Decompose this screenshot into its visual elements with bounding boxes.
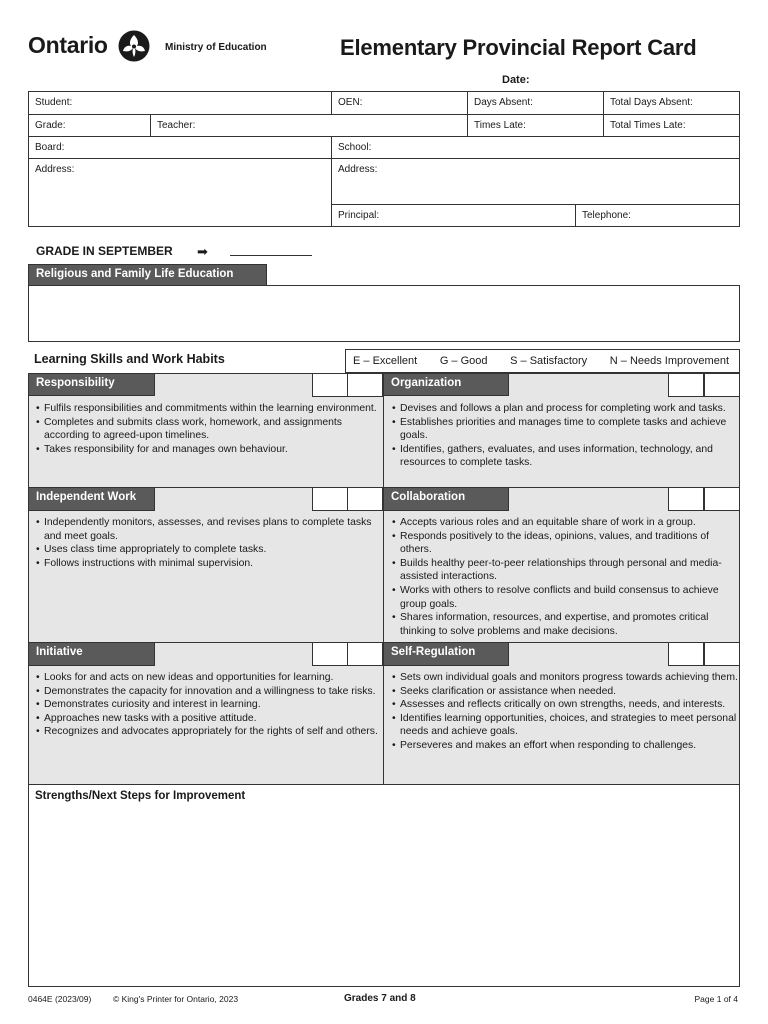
list-item: • Establishes priorities and manages time to complete tasks and achieve goals. — [388, 416, 733, 443]
copyright: © King's Printer for Ontario, 2023 — [113, 994, 239, 1004]
student-label: Student: — [35, 97, 73, 108]
list-item: • Devises and follows a plan and process for completing work and tasks. — [388, 402, 733, 416]
independent-work-mark-2[interactable] — [347, 487, 383, 511]
principal-label: Principal: — [338, 210, 380, 221]
school-address-field[interactable] — [331, 158, 740, 205]
responsibility-mark-2[interactable] — [347, 373, 383, 397]
form-code: 0464E (2023/09) — [28, 994, 92, 1004]
organization-mark-1[interactable] — [668, 373, 704, 397]
oen-label: OEN: — [338, 97, 363, 108]
days-absent-label: Days Absent: — [474, 97, 533, 108]
list-item: • Responds positively to the ideas, opinions, values, and traditions of others. — [388, 530, 738, 557]
legend-good: G – Good — [439, 355, 488, 367]
collaboration-mark-1[interactable] — [668, 487, 704, 511]
list-item: • Identifies, gathers, evaluates, and uses information, technology, and resources to complete tasks. — [388, 443, 733, 470]
self-regulation-header: Self-Regulation — [383, 642, 509, 666]
responsibility-mark-1[interactable] — [312, 373, 348, 397]
principal-field[interactable] — [331, 204, 576, 227]
list-item: • Works with others to resolve conflicts and build consensus to achieve group goals. — [388, 584, 738, 611]
organization-list — [388, 402, 733, 470]
list-item: • Assesses and reflects critically on own strengths, needs, and interests. — [388, 698, 738, 712]
total-days-absent-field[interactable] — [603, 91, 740, 115]
total-times-late-label: Total Times Late: — [610, 120, 686, 131]
list-item: • Seeks clarification or assistance when needed. — [388, 685, 738, 699]
independent-work-header: Independent Work — [28, 487, 155, 511]
total-times-late-field[interactable] — [603, 114, 740, 137]
initiative-mark-1[interactable] — [312, 642, 348, 666]
school-field[interactable] — [331, 136, 740, 159]
list-item: • Fulfils responsibilities and commitments within the learning environment. — [32, 402, 377, 416]
learning-skills-title: Learning Skills and Work Habits — [34, 352, 225, 366]
total-days-absent-label: Total Days Absent: — [610, 97, 693, 108]
trillium-icon — [118, 30, 150, 62]
telephone-label: Telephone: — [582, 210, 631, 221]
days-absent-field[interactable] — [467, 91, 604, 115]
rating-legend — [345, 349, 740, 373]
list-item: • Follows instructions with minimal supervision. — [32, 557, 377, 571]
self-regulation-list — [388, 671, 738, 753]
telephone-field[interactable] — [575, 204, 740, 227]
self-regulation-mark-2[interactable] — [704, 642, 740, 666]
grid-vertical-divider — [383, 373, 384, 785]
religious-education-header: Religious and Family Life Education — [28, 264, 267, 286]
responsibility-list — [32, 402, 377, 456]
teacher-label: Teacher: — [157, 120, 196, 131]
grades-label: Grades 7 and 8 — [344, 993, 416, 1004]
page-number: Page 1 of 4 — [694, 994, 738, 1004]
list-item: • Looks for and acts on new ideas and opportunities for learning. — [32, 671, 382, 685]
ministry-name: Ministry of Education — [165, 42, 267, 53]
list-item: • Takes responsibility for and manages own behaviour. — [32, 443, 377, 457]
list-item: • Approaches new tasks with a positive attitude. — [32, 712, 382, 726]
list-item: • Uses class time appropriately to complete tasks. — [32, 543, 377, 557]
list-item: • Independently monitors, assesses, and revises plans to complete tasks and meet goals. — [32, 516, 377, 543]
ontario-logo-text: Ontario — [28, 32, 108, 58]
collaboration-header: Collaboration — [383, 487, 509, 511]
legend-needs-improvement: N – Needs Improvement — [609, 355, 729, 367]
list-item: • Demonstrates the capacity for innovation and a willingness to take risks. — [32, 685, 382, 699]
page-title: Elementary Provincial Report Card — [340, 35, 697, 60]
grade-label: Grade: — [35, 120, 66, 131]
list-item: • Shares information, resources, and expertise, and promotes critical thinking to solve problems and make decisions. — [388, 611, 738, 638]
arrow-right-icon: ➡ — [197, 244, 208, 259]
grade-field[interactable] — [28, 114, 151, 137]
list-item: • Sets own individual goals and monitors progress towards achieving them. — [388, 671, 738, 685]
collaboration-mark-2[interactable] — [704, 487, 740, 511]
organization-mark-2[interactable] — [704, 373, 740, 397]
times-late-label: Times Late: — [474, 120, 526, 131]
organization-header: Organization — [383, 373, 509, 396]
board-field[interactable] — [28, 136, 332, 159]
times-late-field[interactable] — [467, 114, 604, 137]
initiative-header: Initiative — [28, 642, 155, 666]
date-label: Date: — [502, 74, 530, 86]
strengths-title: Strengths/Next Steps for Improvement — [35, 790, 246, 802]
independent-work-mark-1[interactable] — [312, 487, 348, 511]
list-item: • Demonstrates curiosity and interest in learning. — [32, 698, 382, 712]
self-regulation-mark-1[interactable] — [668, 642, 704, 666]
collaboration-list — [388, 516, 738, 638]
initiative-list — [32, 671, 382, 739]
school-address-label: Address: — [338, 164, 378, 175]
grade-in-september-label: GRADE IN SEPTEMBER — [36, 244, 173, 258]
school-label: School: — [338, 142, 372, 153]
list-item: • Builds healthy peer-to-peer relationships through personal and media-assisted interactions. — [388, 557, 738, 584]
list-item: • Perseveres and makes an effort when responding to challenges. — [388, 739, 738, 753]
list-item: • Recognizes and advocates appropriately for the rights of self and others. — [32, 725, 382, 739]
responsibility-header: Responsibility — [28, 373, 155, 396]
list-item: • Completes and submits class work, homework, and assignments according to agreed-upon timelines. — [32, 416, 377, 443]
list-item: • Identifies learning opportunities, choices, and strategies to meet personal needs and achieve goals. — [388, 712, 738, 739]
list-item: • Accepts various roles and an equitable share of work in a group. — [388, 516, 738, 530]
legend-excellent: E – Excellent — [353, 355, 418, 367]
student-field[interactable] — [28, 91, 332, 115]
teacher-field[interactable] — [150, 114, 468, 137]
initiative-mark-2[interactable] — [347, 642, 383, 666]
board-address-label: Address: — [35, 164, 75, 175]
independent-work-list — [32, 516, 377, 570]
oen-field[interactable] — [331, 91, 468, 115]
strengths-comments-box[interactable] — [28, 784, 740, 987]
grade-in-september-input[interactable] — [230, 255, 312, 256]
board-address-field[interactable] — [28, 158, 332, 227]
religious-education-comments[interactable] — [28, 285, 740, 342]
board-label: Board: — [35, 142, 65, 153]
legend-satisfactory: S – Satisfactory — [510, 355, 588, 367]
